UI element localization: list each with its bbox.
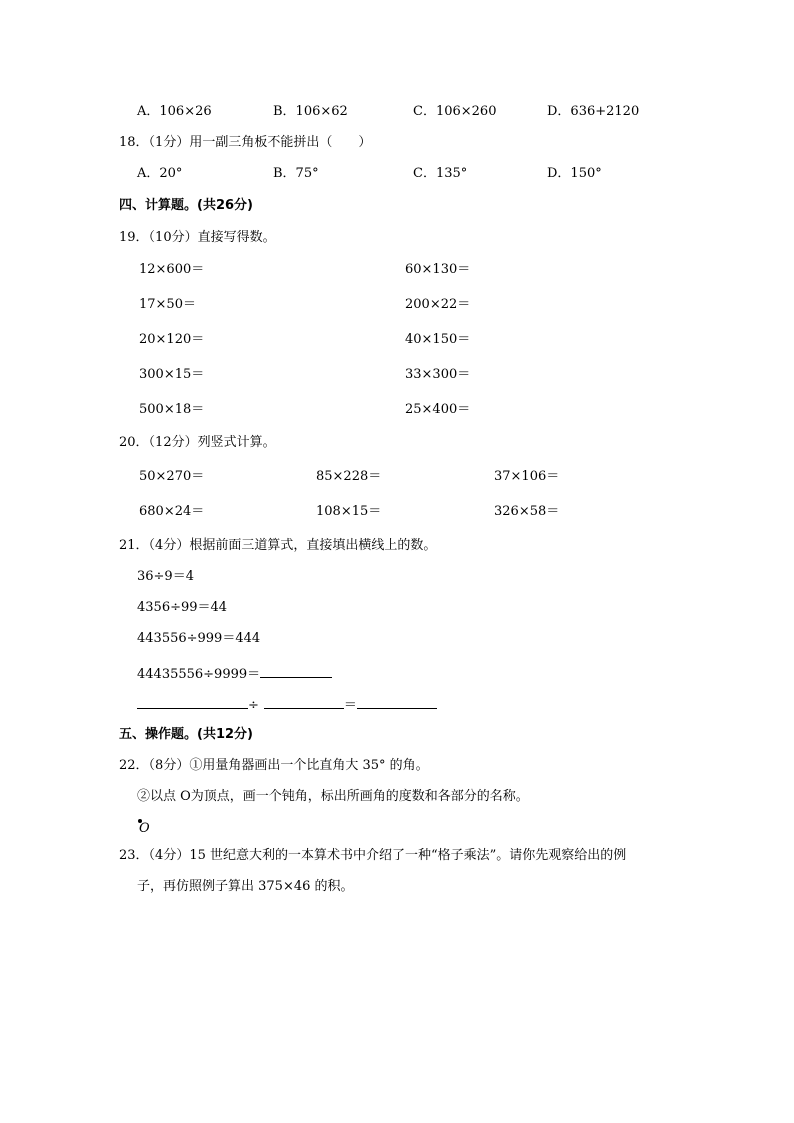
q21-line: 443556÷999＝444 [137,631,261,646]
q21-line: 36÷9＝4 [137,569,194,584]
q17-option-b: B．106×62 [273,104,348,119]
q21-line [137,664,332,683]
q20-stem: 20．（12分）列竖式计算。 [119,435,276,450]
q18-option-d: D．150° [547,166,602,181]
q18-option-a: A．20° [137,166,183,181]
q18-option-b: B．75° [273,166,319,181]
q21-blank-equation [137,695,437,714]
q20-item: 85×228＝ [316,469,382,484]
q22-stem: 22．（8分）①用量角器画出一个比直角大 35° 的角。 [119,758,429,773]
equals-sign: ＝ [343,698,357,713]
answer-blank[interactable] [260,664,332,678]
q21-stem: 21．（4分）根据前面三道算式，直接填出横线上的数。 [119,538,437,553]
q18-stem: 18．（1分）用一副三角板不能拼出（ ） [119,135,372,150]
q19-item: 12×600＝ [139,262,205,277]
section-5-heading: 五、操作题。(共12分) [119,727,253,742]
q20-item: 37×106＝ [494,469,560,484]
q20-item: 326×58＝ [494,504,560,519]
q21-line: 4356÷99＝44 [137,600,228,615]
answer-blank[interactable] [357,695,437,709]
q17-option-c: C．106×260 [413,104,497,119]
q19-item: 17×50＝ [139,297,196,312]
q19-item: 20×120＝ [139,332,205,347]
q19-item: 60×130＝ [405,262,471,277]
q19-item: 500×18＝ [139,402,205,417]
answer-blank[interactable] [264,695,344,709]
q23-line1: 23．（4分）15 世纪意大利的一本算术书中介绍了一种“格子乘法”。请你先观察给出的例 [119,848,627,863]
q19-item: 40×150＝ [405,332,471,347]
q19-item: 25×400＝ [405,402,471,417]
q21-line-text: 44435556÷9999＝ [137,667,261,682]
q19-item: 33×300＝ [405,367,471,382]
q17-option-a: A．106×26 [137,104,212,119]
q20-item: 680×24＝ [139,504,205,519]
answer-blank[interactable] [137,695,248,709]
divide-sign: ÷ [248,698,259,713]
q18-option-c: C．135° [413,166,468,181]
q22-part2: ②以点 O为顶点，画一个钝角，标出所画角的度数和各部分的名称。 [137,789,529,804]
q20-item: 108×15＝ [316,504,382,519]
q19-item: 300×15＝ [139,367,205,382]
point-o-label: O [139,821,150,836]
q23-line2: 子，再仿照例子算出 375×46 的积。 [137,879,354,894]
q19-stem: 19．（10分）直接写得数。 [119,230,276,245]
q20-item: 50×270＝ [139,469,205,484]
section-4-heading: 四、计算题。(共26分) [119,198,253,213]
q19-item: 200×22＝ [405,297,471,312]
q17-option-d: D．636+2120 [547,104,640,119]
